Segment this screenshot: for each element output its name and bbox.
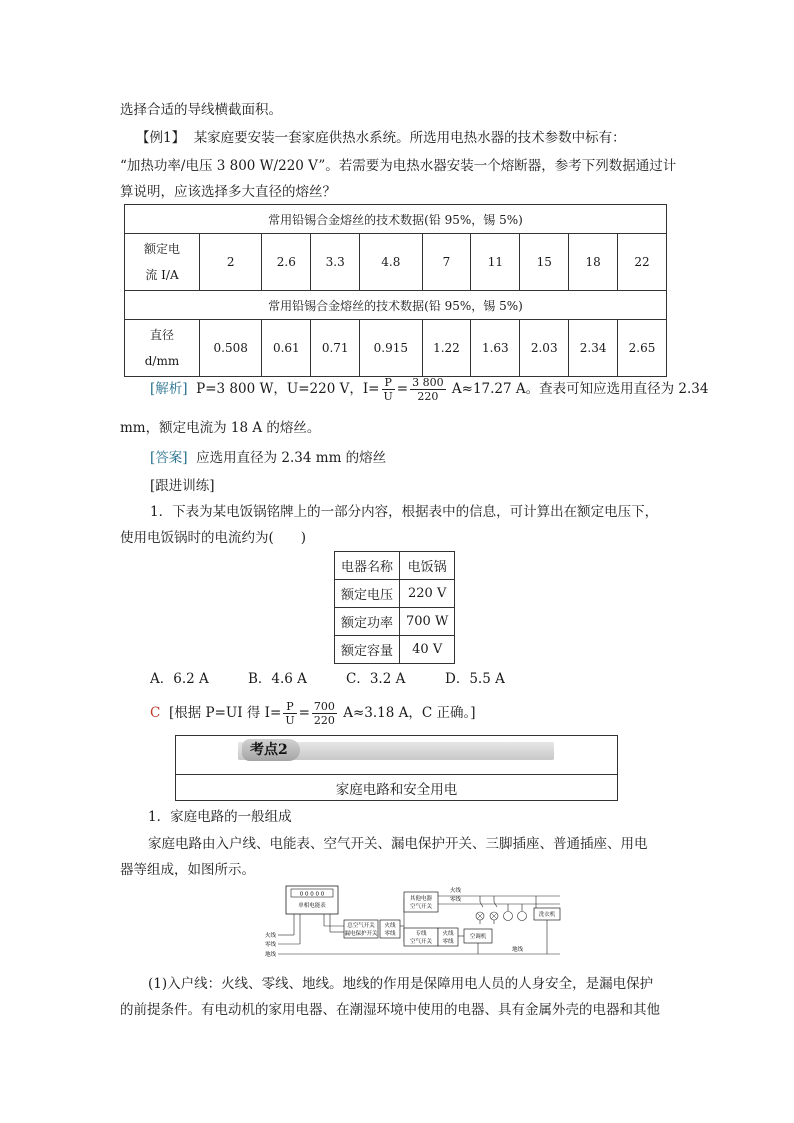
option-d: D．5.5 A	[445, 671, 505, 687]
table-title: 常用铅锡合金熔丝的技术数据(铅 95%，锡 5%)	[125, 291, 667, 320]
table-cell: 0.508	[200, 320, 262, 377]
fraction-denominator: 220	[417, 390, 439, 403]
table-cell: 额定容量	[335, 636, 400, 664]
table-cell: 700 W	[400, 608, 455, 636]
intro-line: 选择合适的导线横截面积。	[120, 102, 282, 118]
table-cell: 2.34	[569, 320, 618, 377]
table-cell: 15	[520, 234, 569, 291]
table-cell: 1.63	[471, 320, 520, 377]
equals: =	[396, 381, 409, 397]
example-text: 某家庭要安装一套家庭供热水系统。所选用电热水器的技术参数中标有：	[193, 130, 626, 146]
table-cell: 额定电压	[335, 580, 400, 608]
wire-label: 火线	[384, 923, 396, 929]
row-header-line: d/mm	[144, 354, 180, 368]
example-tag: 【例1】	[136, 130, 186, 146]
fraction-denominator: 220	[313, 714, 335, 727]
training-tag: [跟进训练]	[150, 478, 215, 494]
table-row	[335, 580, 455, 608]
table-cell: 0.61	[262, 320, 311, 377]
option-c: C．3.2 A	[346, 671, 406, 687]
table-cell: 1.22	[422, 320, 471, 377]
washer-label: 洗衣机	[538, 912, 556, 918]
switch	[494, 902, 497, 907]
example-line-3: 算说明，应该选择多大直径的熔丝？	[120, 184, 336, 200]
solution-pre: [根据 P=UI 得 I=	[168, 705, 282, 721]
fraction-denominator: U	[383, 390, 393, 403]
fraction	[410, 376, 446, 403]
row-header-line: 额定电	[143, 242, 180, 256]
table-cell: 2.03	[520, 320, 569, 377]
option-a: A．6.2 A	[150, 671, 209, 687]
meter-label: 单相电能表	[298, 903, 326, 909]
wire-label: 零线	[450, 897, 462, 903]
table-cell: 额定功率	[335, 608, 400, 636]
other-switch-label: 空气开关	[409, 904, 433, 910]
table-cell: 电器名称	[335, 552, 400, 580]
solution-post: A≈3.18 A，C 正确。]	[343, 705, 476, 721]
fraction	[382, 376, 395, 403]
table-cell: 4.8	[360, 234, 422, 291]
total-switch-label: 总空气开关	[347, 923, 375, 929]
table-cell: 2.6	[262, 234, 311, 291]
table-title: 常用铅锡合金熔丝的技术数据(铅 95%，锡 5%)	[125, 205, 667, 234]
answer-text: 应选用直径为 2.34 mm 的熔丝	[196, 450, 387, 466]
other-switch-label: 其他电器	[409, 896, 433, 902]
meter-digits: 0 0 0 0 0	[299, 891, 325, 898]
wire-label: 零线	[442, 939, 454, 945]
table-cell: 40 V	[400, 636, 455, 664]
section-paragraph-2: 器等组成，如图所示。	[120, 862, 255, 878]
equals: =	[298, 705, 310, 721]
option-b: B．4.6 A	[248, 671, 307, 687]
wire-label: 零线	[265, 942, 277, 948]
wire-label: 火线	[442, 931, 454, 937]
table-cell: 0.71	[311, 320, 360, 377]
wire-label: 零线	[384, 931, 396, 937]
special-switch-label: 空气开关	[409, 939, 433, 945]
household-circuit-diagram	[264, 884, 564, 960]
kaodian-title: 家庭电路和安全用电	[335, 782, 458, 798]
paragraph-line-2: 的前提条件。有电动机的家用电器、在潮湿环境中使用的电器、具有金属外壳的电器和其他	[120, 1002, 660, 1018]
example-line-2: “加热功率/电压 3 800 W/220 V”。若需要为电热水器安装一个熔断器，参考下列数据通过计	[120, 158, 677, 174]
table-cell: 2	[200, 234, 262, 291]
question-line: 1．下表为某电饭锅铭牌上的一部分内容，根据表中的信息，可计算出在额定电压下，	[150, 504, 659, 520]
section-heading: 1．家庭电路的一般组成	[148, 809, 292, 825]
row-header-line: 流 I/A	[145, 268, 179, 282]
table-cell: 18	[569, 234, 618, 291]
fraction	[283, 700, 296, 727]
example-line	[136, 126, 626, 146]
wire-label: 地线	[265, 952, 277, 958]
analysis-tag: [解析]	[150, 381, 188, 397]
analysis-line	[150, 376, 709, 403]
special-switch-label: 专线	[415, 931, 427, 937]
row-header-line: 直径	[149, 328, 174, 342]
answer-line	[150, 446, 386, 466]
wire-label: 火线	[450, 888, 462, 894]
table-cell: 2.65	[618, 320, 667, 377]
ground-label: 地线	[512, 947, 524, 953]
analysis-pre: P=3 800 W，U=220 V，I=	[196, 381, 380, 397]
solution-letter: C	[150, 705, 161, 721]
table-cell: 0.915	[360, 320, 422, 377]
table-cell: 电饭锅	[400, 552, 455, 580]
analysis-post: A≈17.27 A。查表可知应选用直径为 2.34	[451, 381, 709, 397]
switch	[480, 902, 483, 907]
table-row	[335, 608, 455, 636]
table-row	[125, 234, 667, 291]
table-cell: 11	[471, 234, 520, 291]
divider	[176, 774, 617, 775]
row-header	[125, 234, 200, 291]
paragraph-line: (1)入户线：火线、零线、地线。地线的作用是保障用电人员的人身安全，是漏电保护	[148, 976, 654, 992]
fraction-numerator: 700	[313, 700, 335, 713]
kaodian-box	[175, 735, 618, 801]
fraction-numerator: 3 800	[412, 376, 444, 389]
table-cell: 220 V	[400, 580, 455, 608]
question-line-2: 使用电饭锅时的电流约为( )	[120, 530, 307, 546]
table-row	[125, 320, 667, 377]
analysis-line-2: mm，额定电流为 18 A 的熔丝。	[120, 420, 321, 436]
row-header	[125, 320, 200, 377]
socket-icon	[518, 912, 527, 921]
answer-tag: [答案]	[150, 450, 188, 466]
fraction-denominator: U	[285, 714, 295, 727]
fraction-numerator: P	[382, 376, 395, 390]
total-switch-label: 漏电保护开关	[344, 931, 378, 937]
kaodian-tag: 考点2	[242, 739, 300, 761]
table-cell: 7	[422, 234, 471, 291]
wire-label: 火线	[265, 933, 277, 939]
fuse-data-table	[124, 204, 667, 377]
air-conditioner-label: 空调机	[469, 934, 487, 940]
table-row	[335, 636, 455, 664]
solution-line	[150, 700, 476, 727]
fraction-numerator: P	[283, 700, 296, 714]
section-paragraph: 家庭电路由入户线、电能表、空气开关、漏电保护开关、三脚插座、普通插座、用电	[148, 836, 648, 852]
table-row	[335, 552, 455, 580]
rice-cooker-table	[334, 551, 455, 664]
fraction	[312, 700, 337, 727]
socket-icon	[504, 912, 513, 921]
circuit-svg	[264, 884, 564, 960]
table-cell: 22	[618, 234, 667, 291]
table-cell: 3.3	[311, 234, 360, 291]
